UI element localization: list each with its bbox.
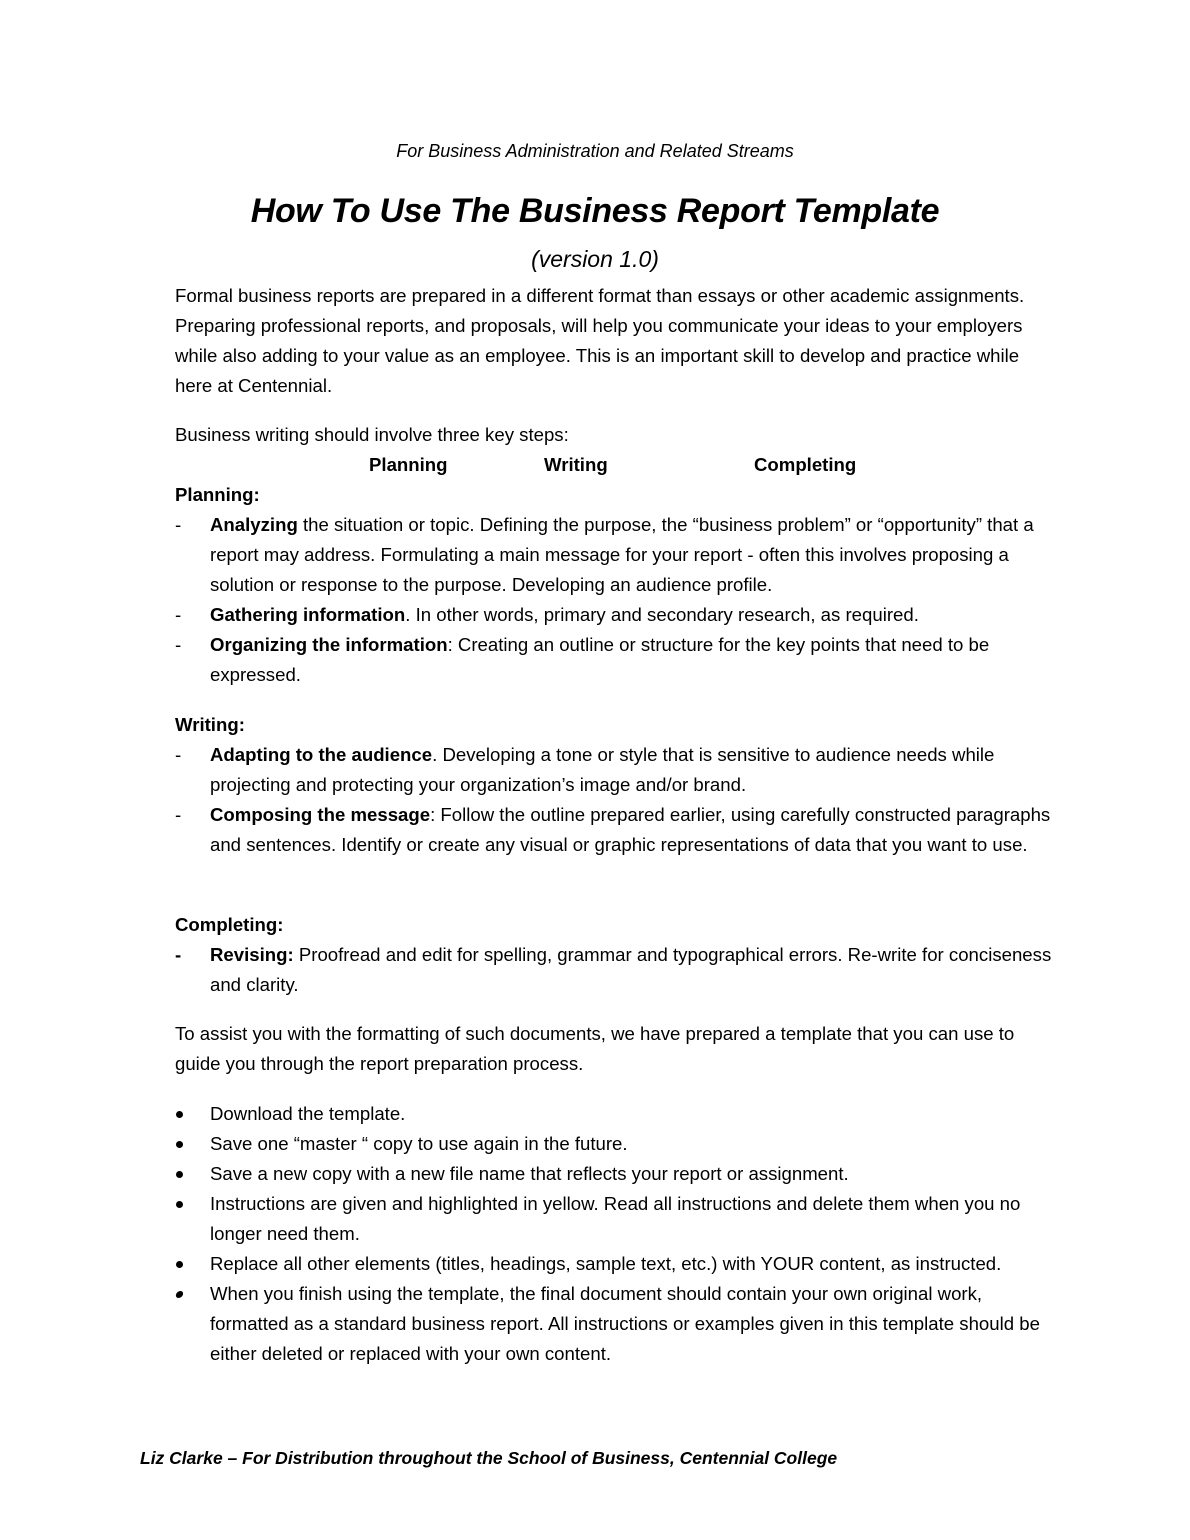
intro-paragraph: Formal business reports are prepared in a different format than essays or other academic assignments. Preparing professional reports, and proposals, will help you communicate your ideas to your employers while also adding to your value as an employee. This is an important skill to develop and practice while here at Centennial. <box>175 285 1025 396</box>
document-version: (version 1.0) <box>531 246 659 272</box>
bullet-icon <box>176 1141 183 1148</box>
list-item <box>175 1099 1055 1129</box>
list-item <box>175 1249 1055 1279</box>
list-item <box>175 800 1055 860</box>
list-item <box>175 940 1055 1000</box>
completing-section <box>175 910 1055 1000</box>
dash-marker: - <box>175 514 182 535</box>
item-text: Proofread and edit for spelling, grammar and typographical errors. Re-write for conciseness and clarity. <box>210 944 1052 995</box>
bullet-text: Instructions are given and highlighted in yellow. Read all instructions and delete them when you no longer need them. <box>210 1193 1021 1244</box>
item-bold: Gathering information <box>210 604 406 625</box>
list-item <box>175 1129 1055 1159</box>
planning-list <box>175 510 1055 690</box>
bullet-text: Save one “master “ copy to use again in the future. <box>210 1133 628 1154</box>
step-planning: Planning <box>369 454 448 475</box>
list-item <box>175 630 1055 690</box>
item-bold: Organizing the information <box>210 634 448 655</box>
bullet-icon <box>176 1111 183 1118</box>
template-intro-section <box>175 1019 1055 1079</box>
steps-row <box>175 450 1055 480</box>
dash-marker: - <box>175 944 182 965</box>
completing-heading: Completing: <box>175 914 284 935</box>
step-writing: Writing <box>544 454 608 475</box>
bullet-text: When you finish using the template, the final document should contain your own original work, formatted as a standard business report. All instructions or examples given in this template should be either deleted or replaced with your own content. <box>210 1283 1040 1364</box>
item-text: : Creating an outline or structure for the key points that need to be expressed. <box>210 634 990 685</box>
document-title: How To Use The Business Report Template <box>250 192 940 230</box>
writing-list <box>175 740 1055 860</box>
steps-intro: Business writing should involve three key steps: <box>175 424 569 445</box>
item-text: . Developing a tone or style that is sensitive to audience needs while projecting and protecting your organization’s image and/or brand. <box>210 744 995 795</box>
list-item <box>175 510 1055 600</box>
bullet-text: Replace all other elements (titles, headings, sample text, etc.) with YOUR content, as instructed. <box>210 1253 1002 1274</box>
template-intro-paragraph: To assist you with the formatting of such documents, we have prepared a template that you can use to guide you through the report preparation process. <box>175 1023 1015 1074</box>
intro-section <box>175 281 1055 401</box>
bullet-icon <box>176 1171 183 1178</box>
bullet-text: Save a new copy with a new file name that reflects your report or assignment. <box>210 1163 849 1184</box>
instructions-list <box>175 1099 1055 1369</box>
planning-heading: Planning: <box>175 484 260 505</box>
dash-marker: - <box>175 744 182 765</box>
list-item <box>175 600 1055 630</box>
bullet-icon <box>175 1291 184 1298</box>
completing-list <box>175 940 1055 1000</box>
dash-marker: - <box>175 604 182 625</box>
writing-heading: Writing: <box>175 714 245 735</box>
item-bold: Composing the message <box>210 804 431 825</box>
document-subtitle: For Business Administration and Related Streams <box>396 141 794 161</box>
writing-section <box>175 710 1055 860</box>
item-text: : Follow the outline prepared earlier, using carefully constructed paragraphs and sentences. Identify or create any visual or graphic representations of data that you want to use. <box>210 804 1051 855</box>
step-completing: Completing <box>754 454 857 475</box>
dash-marker: - <box>175 804 182 825</box>
bullet-icon <box>176 1261 183 1268</box>
item-bold: Analyzing <box>210 514 298 535</box>
bullet-text: Download the template. <box>210 1103 406 1124</box>
list-item <box>175 740 1055 800</box>
list-item <box>175 1189 1055 1249</box>
item-bold: Revising: <box>210 944 294 965</box>
instructions-section <box>175 1099 1055 1369</box>
list-item <box>175 1279 1055 1369</box>
item-text: . In other words, primary and secondary research, as required. <box>405 604 919 625</box>
dash-marker: - <box>175 634 182 655</box>
item-text: the situation or topic. Defining the purpose, the “business problem” or “opportunity” that a report may address. Formulating a main message for your report - often this involves proposing a solution or response to the purpose. Developing an audience profile. <box>210 514 1034 595</box>
list-item <box>175 1159 1055 1189</box>
bullet-icon <box>176 1201 183 1208</box>
item-bold: Adapting to the audience <box>210 744 433 765</box>
document-footer: Liz Clarke – For Distribution throughout the School of Business, Centennial College <box>140 1448 838 1468</box>
steps-section <box>175 420 1055 690</box>
